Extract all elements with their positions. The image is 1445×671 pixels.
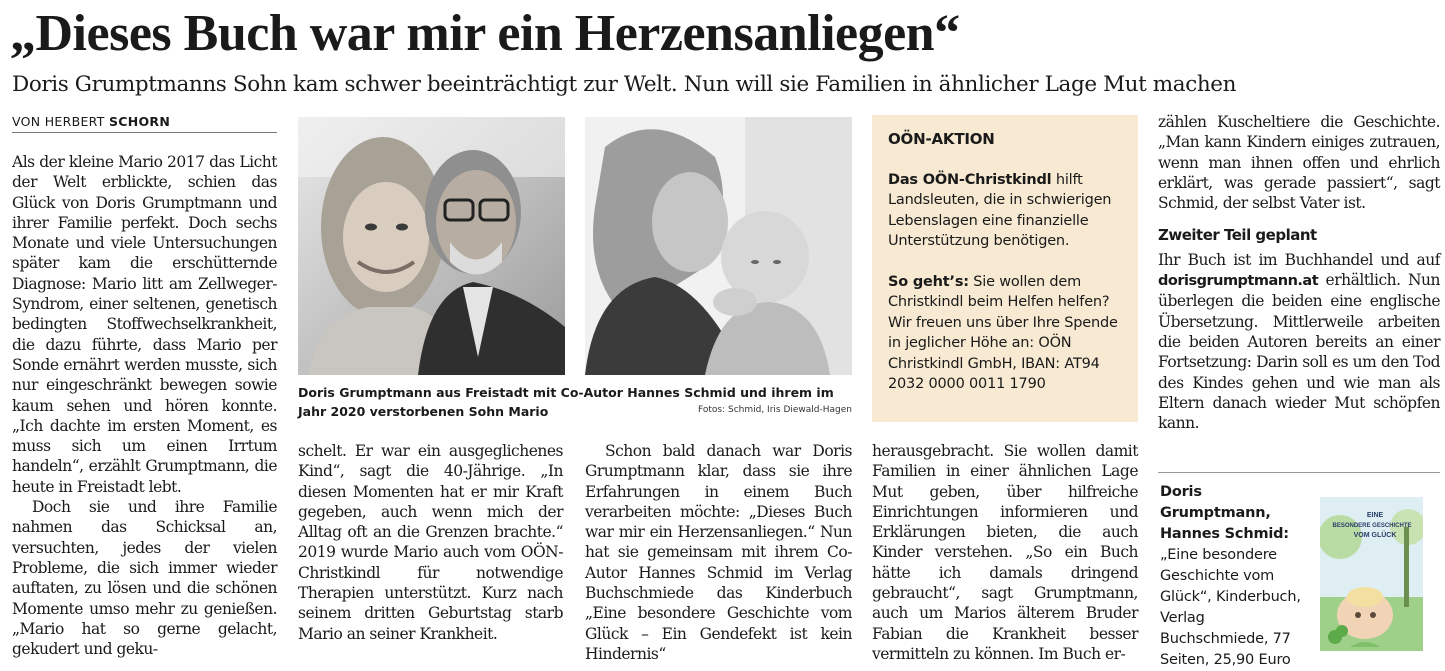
headline: „Dieses Buch war mir ein Herzensanliegen“ [10, 5, 960, 62]
section-subheading: Zweiter Teil geplant [1158, 226, 1317, 245]
book-cover-title-1: EINE [1366, 512, 1384, 519]
info-box-text-2: Sie wollen dem Christkindl beim Helfen helfen? Wir freuen uns über Ihre Spende in jeglicher Höhe an: OÖN Christkindl GmbH, IBAN: AT94 2032 0000 0011 1790 [888, 273, 1118, 392]
article-column-5 [1158, 112, 1440, 433]
photo-mother-child-image [585, 117, 852, 375]
article-column-3 [585, 441, 852, 664]
paragraph-4: Schon bald danach war Doris Grumptmann klar, dass sie ihre Erfahrungen in einem Buch verarbeiten möchte: „Dieses Buch war mir ein Herzensanliegen.“ Nun hat sie gemeinsam mit ihrem Co-Autor Hannes Schmid im Verlag Buchschmiede das Kinderbuch „Eine besondere Geschichte vom Glück – Ein Gendefekt ist kein Hindernis“ [585, 442, 852, 663]
photo-authors [298, 117, 565, 375]
paragraph-7-end: erhältlich. Nun überlegen die beiden eine englische Übersetzung. Mittlerweile arbeiten die beiden Autoren bereits an einer Fortsetzung: Darin soll es um den Tod des Kindes gehen und wie man als Eltern danach wieder Mut schöpfen kann. [1158, 271, 1440, 433]
paragraph-2: Doch sie und ihre Familie nahmen das Schicksal an, versuchten, jedes der vielen Probleme, die sich immer wieder auftaten, zu lösen und die schönen Momente umso mehr zu genießen. „Mario hat so gerne gelacht, gekudert und geku- [12, 498, 277, 659]
article-column-2 [298, 441, 563, 644]
info-box-text-1: hilft Landsleuten, die in schwierigen Lebenslagen eine finanzielle Unterstützung benötigen. [888, 171, 1112, 249]
book-info [1160, 482, 1312, 671]
byline [12, 114, 277, 133]
info-box-lead-1: Das OÖN-Christkindl [888, 171, 1052, 188]
book-cover-title-3: VOM GLÜCK [1353, 532, 1397, 539]
book-cover-title-2: BESONDERE GESCHICHTE [1332, 523, 1412, 529]
paragraph-6: zählen Kuscheltiere die Geschichte. „Man kann Kindern einiges zutrauen, wenn man ihnen offen und ehrlich erklärt, was gerade passiert“, sagt Schmid, der selbst Vater ist. [1158, 113, 1440, 213]
info-box-title: OÖN-AKTION [888, 130, 995, 148]
photo-credit: Fotos: Schmid, Iris Diewald-Hagen [698, 405, 852, 415]
article-column-1 [12, 152, 277, 659]
article-column-4 [872, 441, 1138, 664]
byline-author: SCHORN [108, 114, 171, 129]
info-box-paragraph-1 [888, 170, 1124, 252]
info-box-paragraph-2 [888, 272, 1124, 395]
book-cover-image [1320, 497, 1423, 651]
book-authors: Doris Grumptmann, Hannes Schmid: [1160, 484, 1289, 542]
paragraph-1: Als der kleine Mario 2017 das Licht der Welt erblickte, schien das Glück von Doris Grumptmann und ihrer Familie perfekt. Doch sechs Monate und viele Untersuchungen später kam die erschütternde Diagnose: Mario litt am Zellweger-Syndrom, einer seltenen, genetisch bedingten Stoffwechselkrankheit, die dazu führte, dass Mario per Sonde ernährt werden musste, sich nur eingeschränkt bewegen sowie kaum sehen und hören konnte. „Ich dachte im ersten Moment, es muss sich um einen Irrtum handeln“, erzählt Grumptmann, die heute in Freistadt lebt. [12, 153, 277, 496]
byline-prefix: VON HERBERT [12, 114, 105, 129]
paragraph-3: schelt. Er war ein ausgeglichenes Kind“, sagt die 40-Jährige. „In diesen Momenten hat er mir Kraft gegeben, auch wenn mich der Alltag oft an die Grenzen brachte.“ 2019 wurde Mario auch vom OÖN-Christkindl für notwendige Therapien unterstützt. Kurz nach seinem dritten Geburtstag starb Mario an seiner Krankheit. [298, 442, 563, 643]
book-details: „Eine besondere Geschichte vom Glück“, Kinderbuch, Verlag Buchschmiede, 77 Seiten, 25,90 Euro [1160, 547, 1301, 668]
paragraph-7 [1158, 250, 1440, 434]
photo-caption: Doris Grumptmann aus Freistadt mit Co-Autor Hannes Schmid und ihrem im Jahr 2020 verstorbenen Sohn Mario [298, 385, 834, 419]
photo-mother-child [585, 117, 852, 375]
book-cover [1320, 497, 1423, 651]
divider [1158, 472, 1440, 473]
photo-authors-image [298, 117, 565, 375]
paragraph-7-start: Ihr Buch ist im Buchhandel und auf [1158, 250, 1440, 269]
subheadline: Doris Grumptmanns Sohn kam schwer beeinträchtigt zur Welt. Nun will sie Familien in ähnlicher Lage Mut machen [12, 72, 1237, 97]
info-box [872, 115, 1138, 422]
website-link[interactable]: dorisgrumptmann.at [1158, 273, 1319, 290]
paragraph-5: herausgebracht. Sie wollen damit Familien in einer ähnlichen Lage Mut geben, über hilfreiche Einrichtungen informieren und Erklärungen bieten, die auch Kinder verstehen. „So ein Buch hätte ich damals dringend gebraucht“, sagt Grumptmann, auch um Marios älterem Bruder Fabian die Krankheit besser vermitteln zu können. Im Buch er- [872, 442, 1138, 663]
info-box-lead-2: So geht’s: [888, 273, 969, 290]
